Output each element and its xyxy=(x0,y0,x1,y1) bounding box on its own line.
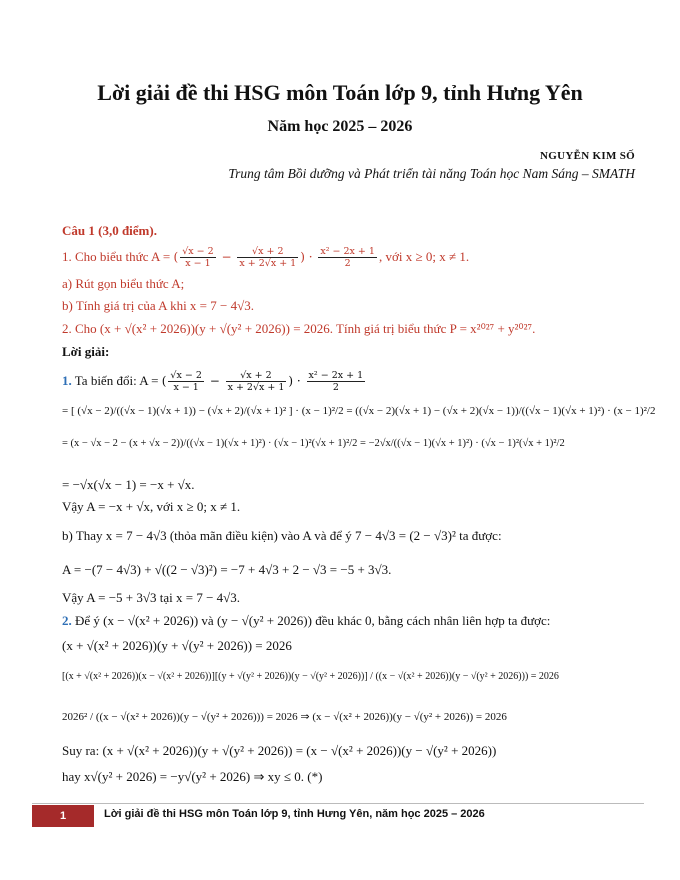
solution-step5: Vậy A = −x + √x, với x ≥ 0; x ≠ 1. xyxy=(62,499,241,514)
solution-c4: Suy ra: (x + √(x² + 2026))(y + √(y² + 2026)) = (x − √(x² + 2026))(y − √(y² + 2026)) xyxy=(62,743,497,758)
question-part-a: a) Rút gọn biểu thức A; xyxy=(62,276,185,291)
document-title: Lời giải đề thi HSG môn Toán lớp 9, tỉnh Hưng Yên xyxy=(97,80,583,105)
question-part-b: b) Tính giá trị của A khi x = 7 − 4√3. xyxy=(62,298,254,313)
question-part2: 2. Cho (x + √(x² + 2026))(y + √(y² + 2026)) = 2026. Tính giá trị biểu thức P = x²⁰²⁷ + y²⁰²⁷. xyxy=(62,321,536,336)
part1-intro: 1. Cho biểu thức A = xyxy=(62,249,174,264)
step2-intro-text: Để ý (x − √(x² + 2026)) và (y − √(y² + 2026)) đều khác 0, bằng cách nhân liên hợp ta được: xyxy=(75,613,551,628)
solution-b3: Vậy A = −5 + 3√3 tại x = 7 − 4√3. xyxy=(62,590,241,605)
solution-step4: = −√x(√x − 1) = −x + √x. xyxy=(62,477,195,492)
footer-divider xyxy=(32,803,644,804)
solution-step3: = (x − √x − 2 − (x + √x − 2))/((√x − 1)(√x + 1)²) · (√x − 1)²(√x + 1)²/2 = −2√x/((√x − 1)(√x + 1)²) · (√x − 1)²(√x + 1)²/2 xyxy=(62,438,565,449)
question-part1: 1. Cho biểu thức A = ( $\frac{√x - 2}{x - 1}$ − $\frac{√x + 2}{x + 2√x + 1}$ ) · $\frac{\text{x² − 2x + 1}}{2}$ , với x ≥ 0; x ≠ 1. xyxy=(62,246,470,269)
document-subtitle: Năm học 2025 – 2026 xyxy=(267,118,413,135)
solution-heading: Lời giải: xyxy=(62,344,110,359)
author-name: NGUYỄN KIM SỐ xyxy=(540,150,635,162)
solution-step2-intro xyxy=(62,612,550,630)
organization-name: Trung tâm Bồi dưỡng và Phát triển tài năng Toán học Nam Sáng – SMATH xyxy=(228,166,635,181)
page-number: 1 xyxy=(32,805,94,827)
solution-c3: 2026² / ((x − √(x² + 2026))(y − √(y² + 2026))) = 2026 ⇒ (x − √(x² + 2026))(y − √(y² + 2026)) = 2026 xyxy=(62,711,507,723)
step-number-1: 1. xyxy=(62,373,72,388)
question-heading: Câu 1 (3,0 điểm). xyxy=(62,223,157,238)
solution-c1: (x + √(x² + 2026))(y + √(y² + 2026)) = 2026 xyxy=(62,638,292,653)
solution-c2: [(x + √(x² + 2026))(x − √(x² + 2026))][(y + √(y² + 2026))(y − √(y² + 2026))] / ((x − √(x² + 2026))(y − √(y² + 2026))) = 2026 xyxy=(62,671,559,682)
solution-b2: A = −(7 − 4√3) + √((2 − √3)²) = −7 + 4√3 + 2 − √3 = −5 + 3√3. xyxy=(62,562,392,577)
solution-b1: b) Thay x = 7 − 4√3 (thỏa mãn điều kiện) vào A và để ý 7 − 4√3 = (2 − √3)² ta được: xyxy=(62,528,502,543)
step1-text: Ta biến đổi: A = xyxy=(74,373,162,388)
solution-step1: 1. Ta biến đổi: A = ( $\frac{√x - 2}{x - 1}$ − $\frac{√x + 2}{x + 2√x + 1}$ ) · $\frac{\text{x² − 2x + 1}}{2}$ xyxy=(62,370,364,393)
part1-condition: , với x ≥ 0; x ≠ 1. xyxy=(378,249,470,264)
solution-step2: = [ (√x − 2)/((√x − 1)(√x + 1)) − (√x + 2)/(√x + 1)² ] · (x − 1)²/2 = ((√x − 2)(√x + 1) − (√x + 2)(√x − 1))/((√x − 1)(√x + 1)²) · (x − 1)²/2 xyxy=(62,405,656,417)
footer-text: Lời giải đề thi HSG môn Toán lớp 9, tỉnh Hưng Yên, năm học 2025 – 2026 xyxy=(104,808,485,820)
solution-c5: hay x√(y² + 2026) = −y√(y² + 2026) ⇒ xy ≤ 0. (*) xyxy=(62,769,323,784)
step-number-2: 2. xyxy=(62,613,72,628)
